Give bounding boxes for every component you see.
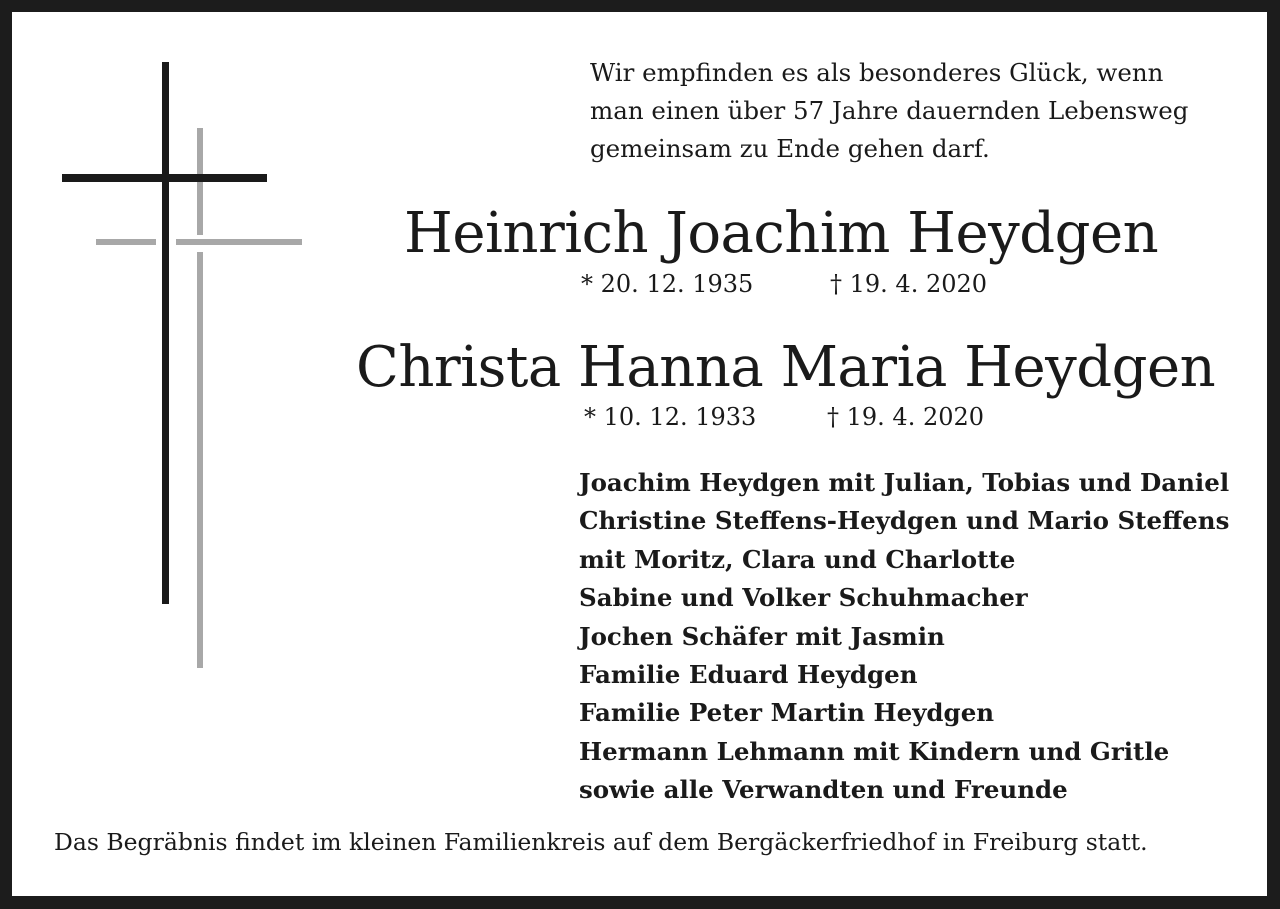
mourner-line: Familie Peter Martin Heydgen [579, 698, 995, 728]
quote-block [590, 54, 1250, 168]
mourner-line: Familie Eduard Heydgen [579, 660, 918, 690]
deceased-name-christa: Christa Hanna Maria Heydgen [356, 335, 1216, 400]
light-cross-vertical-lower [197, 252, 203, 668]
mourners-list [579, 464, 1229, 810]
dark-cross-vertical [162, 62, 169, 604]
funeral-notice: Das Begräbnis findet im kleinen Familienkreis auf dem Bergäckerfriedhof in Freiburg statt. [54, 828, 1148, 856]
death-date-heinrich: † 19. 4. 2020 [830, 270, 988, 298]
dark-cross-arm [62, 174, 267, 182]
mourner-line: Hermann Lehmann mit Kindern und Gritle [579, 736, 1170, 766]
mourner-line: mit Moritz, Clara und Charlotte [579, 544, 1016, 574]
death-date-christa: † 19. 4. 2020 [827, 403, 985, 431]
mourner-line: Christine Steffens-Heydgen und Mario Steffens [579, 506, 1230, 536]
quote-line: gemeinsam zu Ende gehen darf. [590, 134, 990, 163]
quote-line: Wir empfinden es als besonderes Glück, wenn [590, 58, 1164, 87]
quote-line: man einen über 57 Jahre dauernden Lebensweg [590, 96, 1189, 125]
obituary-notice [12, 12, 1267, 896]
mourner-line: sowie alle Verwandten und Freunde [579, 775, 1068, 805]
light-cross-arm-left [96, 239, 156, 245]
birth-date-heinrich: * 20. 12. 1935 [581, 270, 754, 298]
mourner-line: Sabine und Volker Schuhmacher [579, 583, 1028, 613]
light-cross-arm-right [176, 239, 302, 245]
birth-date-christa: * 10. 12. 1933 [584, 403, 757, 431]
deceased-name-heinrich: Heinrich Joachim Heydgen [404, 201, 1159, 266]
double-cross-icon [12, 12, 332, 712]
mourner-line: Joachim Heydgen mit Julian, Tobias und Daniel [579, 468, 1230, 497]
mourner-line: Jochen Schäfer mit Jasmin [579, 621, 945, 651]
